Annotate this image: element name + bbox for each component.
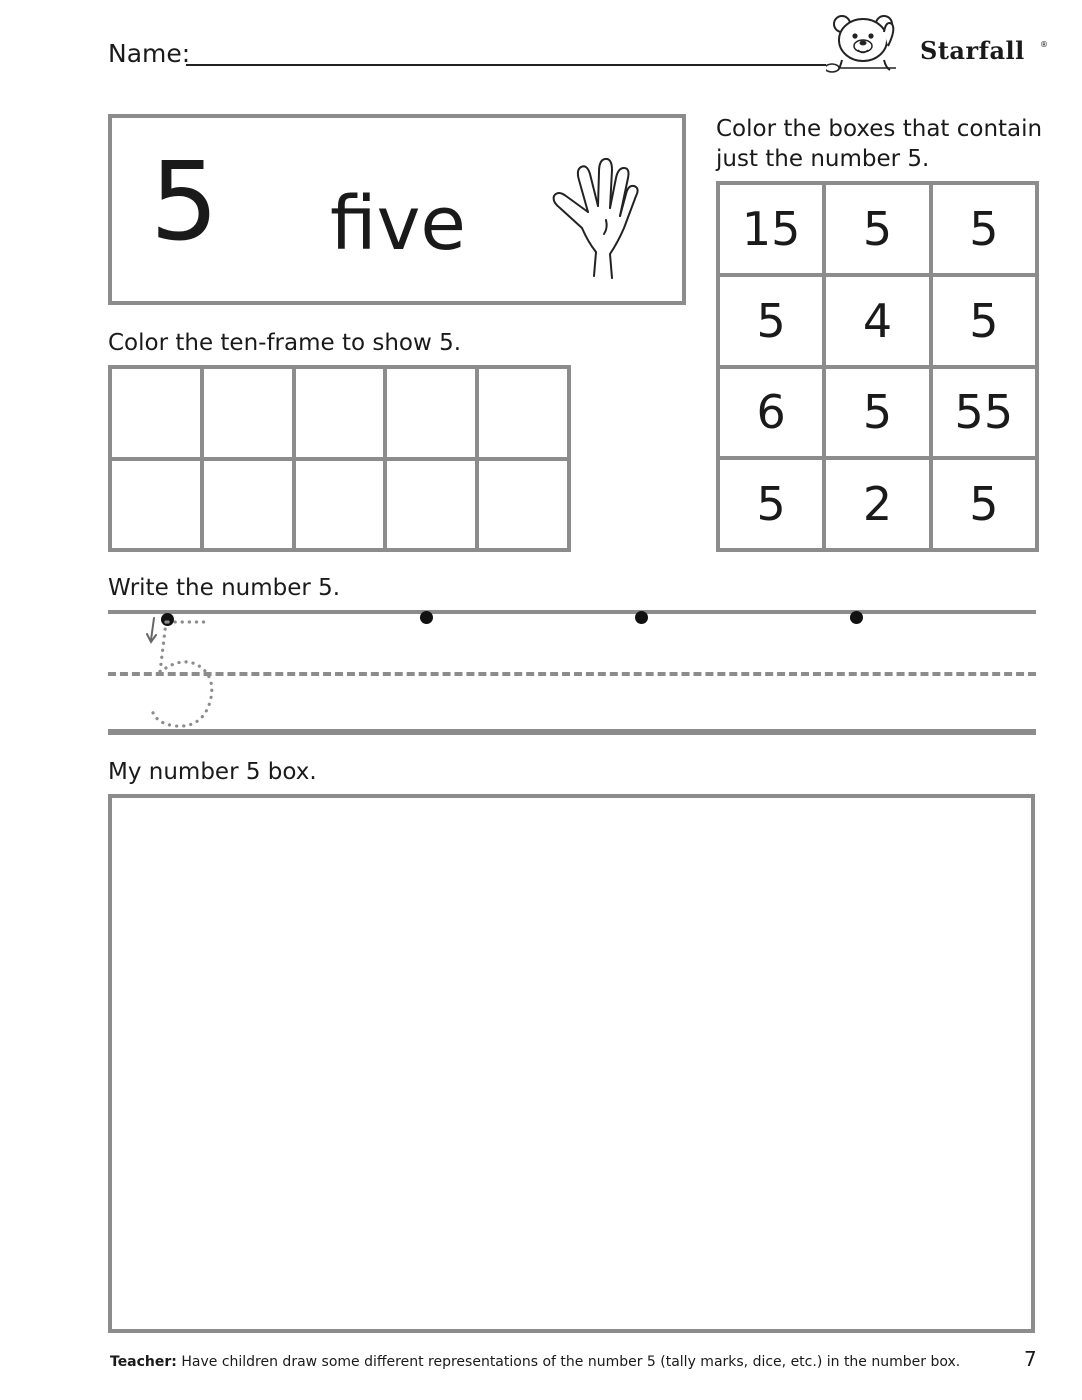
- number-grid-cell[interactable]: 2: [826, 460, 928, 548]
- number-grid: [716, 181, 1039, 552]
- name-write-line[interactable]: [186, 64, 826, 66]
- ten-frame-cell[interactable]: [296, 461, 384, 549]
- teacher-label: Teacher:: [110, 1354, 177, 1370]
- number-grid-cell[interactable]: 5: [826, 185, 928, 273]
- ten-frame-cell[interactable]: [387, 369, 475, 457]
- instruction-write-number: Write the number 5.: [108, 575, 341, 601]
- number-grid-cell[interactable]: 15: [720, 185, 822, 273]
- start-dot-icon[interactable]: [635, 611, 648, 624]
- ten-frame-cell[interactable]: [479, 369, 567, 457]
- ten-frame-cell[interactable]: [296, 369, 384, 457]
- page-number: 7: [1024, 1347, 1037, 1371]
- ten-frame-cell[interactable]: [204, 461, 292, 549]
- number-grid-cell[interactable]: 5: [826, 369, 928, 457]
- writing-mid-dashed-line: [108, 672, 1036, 676]
- card-number-word: five: [330, 181, 466, 267]
- ten-frame-cell[interactable]: [112, 461, 200, 549]
- number-drawing-box[interactable]: [108, 794, 1035, 1333]
- number-grid-cell[interactable]: 5: [720, 460, 822, 548]
- number-grid-cell[interactable]: 5: [933, 185, 1035, 273]
- traced-five-icon: [140, 606, 230, 736]
- instruction-ten-frame: Color the ten-frame to show 5.: [108, 330, 462, 356]
- instruction-number-box: My number 5 box.: [108, 759, 317, 785]
- instruction-color-boxes: Color the boxes that contain just the number 5.: [716, 116, 1043, 172]
- card-numeral: 5: [150, 140, 219, 265]
- registered-mark: ®: [1040, 40, 1048, 49]
- name-label: Name:: [108, 39, 191, 68]
- ten-frame: [108, 365, 571, 552]
- ten-frame-cell[interactable]: [479, 461, 567, 549]
- writing-base-line: [108, 729, 1036, 735]
- teacher-note: [110, 1352, 960, 1372]
- number-grid-cell[interactable]: 4: [826, 277, 928, 365]
- starfall-logo-text: Starfall: [920, 36, 1025, 65]
- number-grid-cell[interactable]: 6: [720, 369, 822, 457]
- number-grid-cell[interactable]: 5: [933, 460, 1035, 548]
- ten-frame-cell[interactable]: [204, 369, 292, 457]
- start-dot-icon[interactable]: [420, 611, 433, 624]
- ten-frame-cell[interactable]: [387, 461, 475, 549]
- writing-top-line: [108, 610, 1036, 614]
- start-dot-icon[interactable]: [850, 611, 863, 624]
- number-grid-cell[interactable]: 5: [933, 277, 1035, 365]
- number-grid-cell[interactable]: 55: [933, 369, 1035, 457]
- number-grid-cell[interactable]: 5: [720, 277, 822, 365]
- teacher-text: Have children draw some different representations of the number 5 (tally marks, dice, etc.) in the number box.: [181, 1354, 961, 1370]
- ten-frame-cell[interactable]: [112, 369, 200, 457]
- hand-five-fingers-icon: [548, 150, 658, 282]
